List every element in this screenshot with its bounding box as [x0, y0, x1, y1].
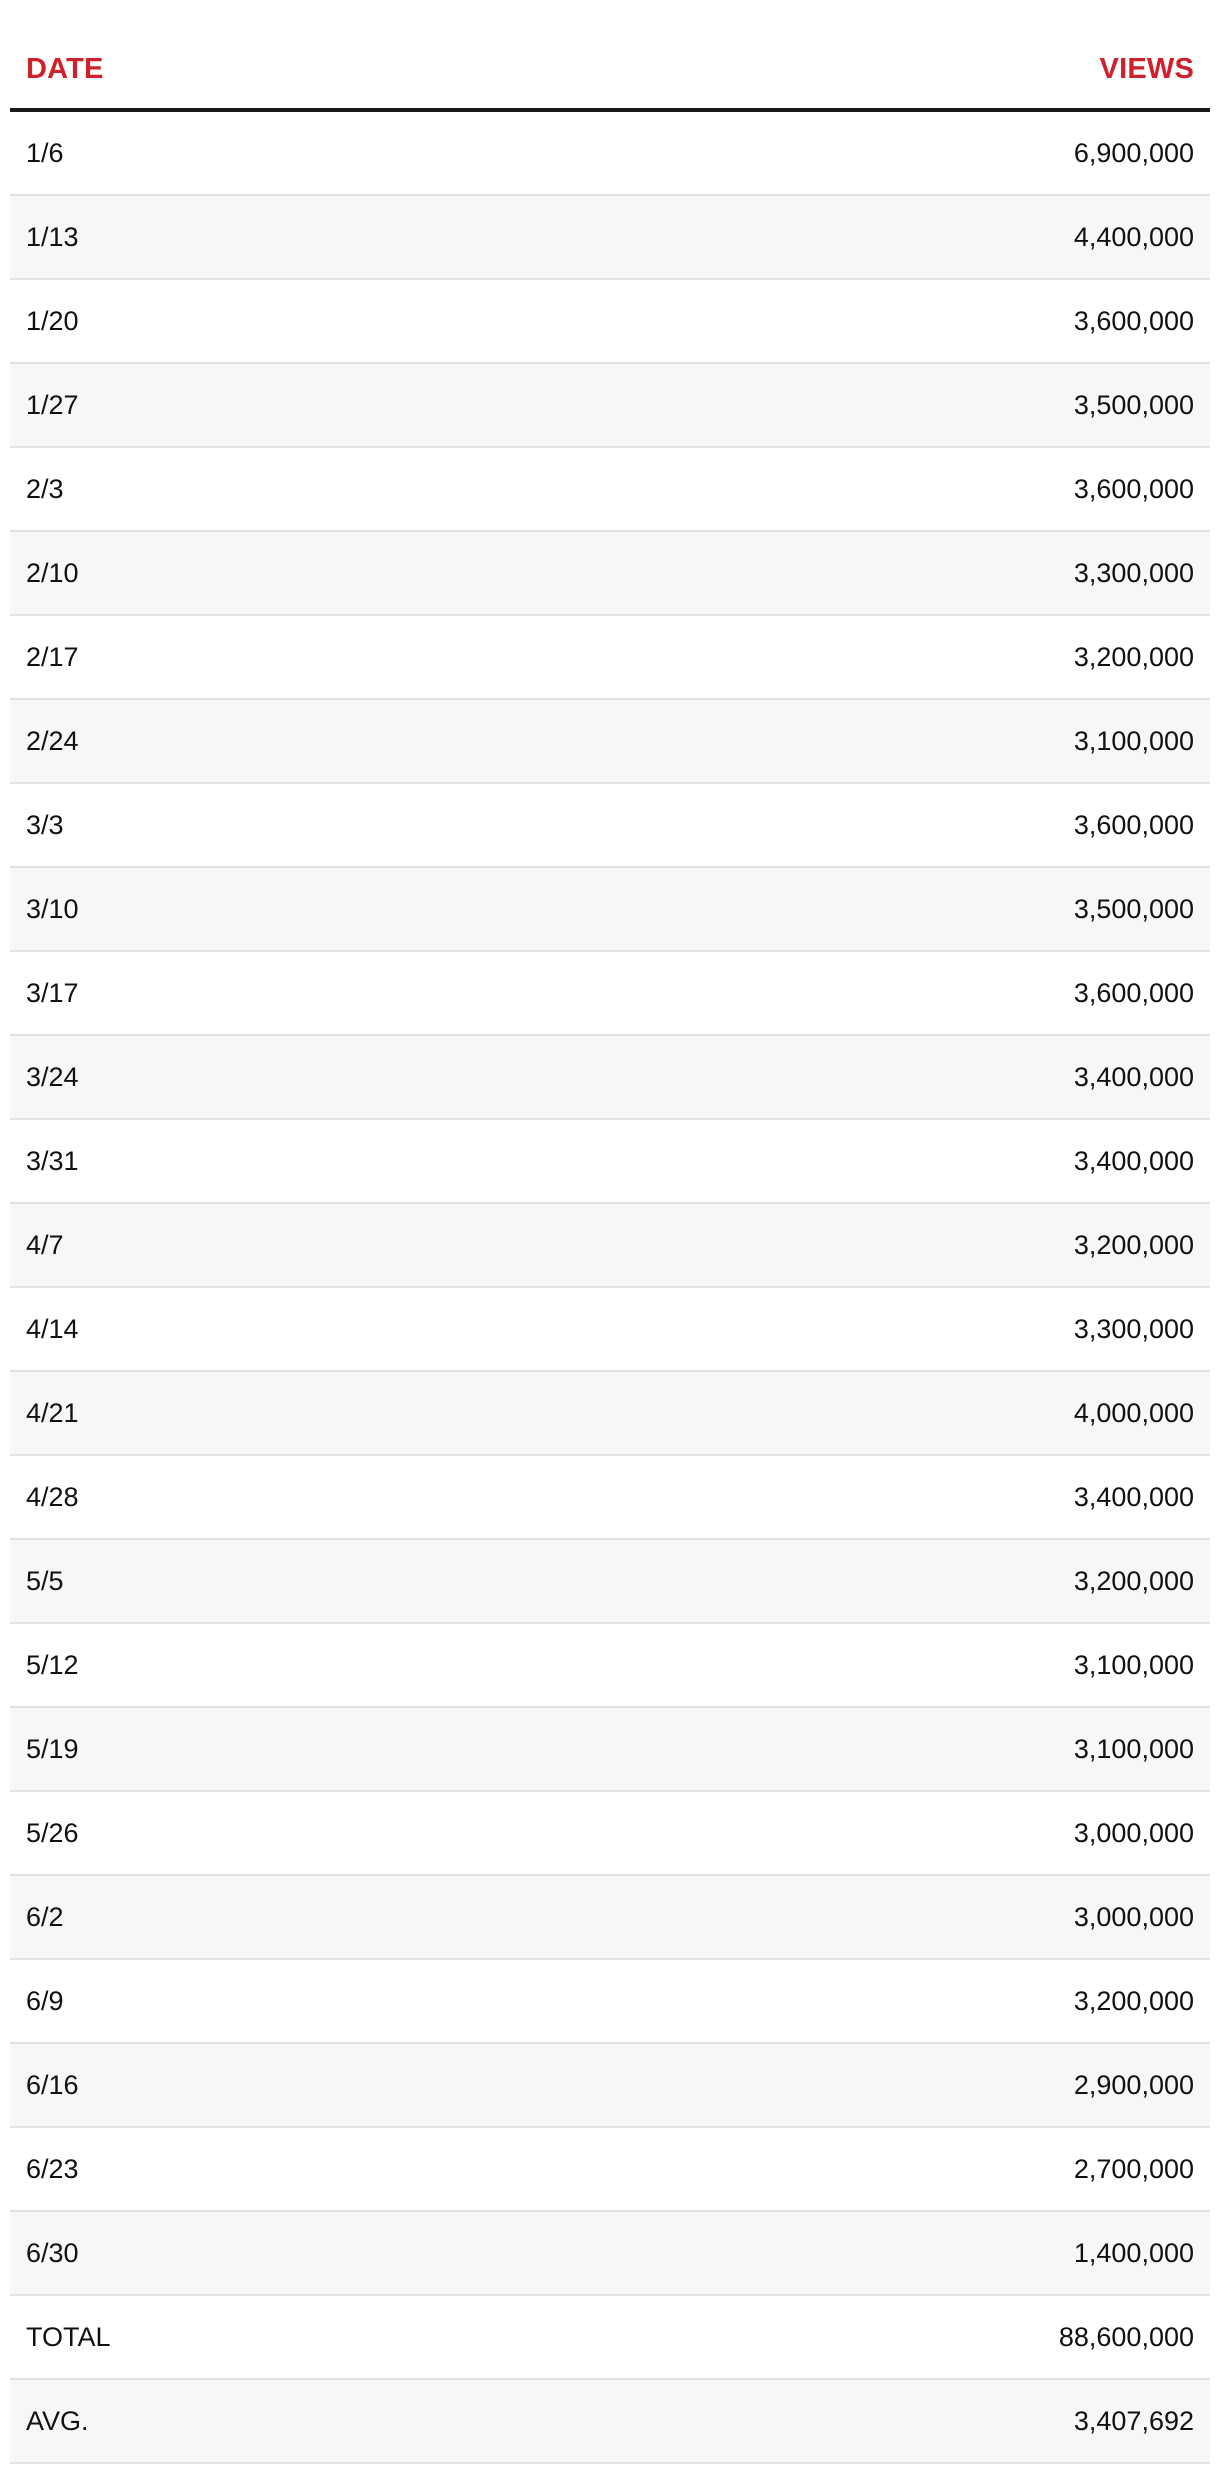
table-row: [10, 1959, 1210, 2043]
views-cell: 3,100,000: [610, 1707, 1210, 1791]
date-cell: 2/24: [10, 699, 610, 783]
date-cell: 6/9: [10, 1959, 610, 2043]
table-row: [10, 363, 1210, 447]
table-row: [10, 110, 1210, 195]
views-cell: 3,200,000: [610, 615, 1210, 699]
views-cell: 3,100,000: [610, 699, 1210, 783]
views-cell: 3,600,000: [610, 951, 1210, 1035]
views-cell: 2,700,000: [610, 2127, 1210, 2211]
table-row: [10, 2127, 1210, 2211]
views-cell: 3,500,000: [610, 363, 1210, 447]
date-cell: 5/5: [10, 1539, 610, 1623]
views-cell: 3,200,000: [610, 1959, 1210, 2043]
date-cell: 6/30: [10, 2211, 610, 2295]
table-row: [10, 1791, 1210, 1875]
summary-value-cell: 3,407,692: [610, 2379, 1210, 2463]
views-cell: 3,100,000: [610, 1623, 1210, 1707]
table-row: [10, 1707, 1210, 1791]
views-table: [10, 30, 1210, 2464]
table-row: [10, 951, 1210, 1035]
table-row: [10, 447, 1210, 531]
date-cell: 5/12: [10, 1623, 610, 1707]
table-row: [10, 1623, 1210, 1707]
date-cell: 2/3: [10, 447, 610, 531]
table-row: [10, 1455, 1210, 1539]
date-cell: 1/6: [10, 110, 610, 195]
date-cell: 4/28: [10, 1455, 610, 1539]
views-cell: 3,300,000: [610, 1287, 1210, 1371]
date-cell: 3/31: [10, 1119, 610, 1203]
table-row: [10, 783, 1210, 867]
views-cell: 3,600,000: [610, 447, 1210, 531]
table-row: [10, 531, 1210, 615]
table-row: [10, 1035, 1210, 1119]
date-cell: 4/14: [10, 1287, 610, 1371]
views-table-container: [10, 30, 1210, 2464]
date-cell: 1/13: [10, 195, 610, 279]
table-row: [10, 1287, 1210, 1371]
date-cell: 2/10: [10, 531, 610, 615]
views-column-header: VIEWS: [610, 30, 1210, 110]
views-cell: 1,400,000: [610, 2211, 1210, 2295]
table-row: [10, 2043, 1210, 2127]
table-body: [10, 110, 1210, 2463]
views-cell: 3,000,000: [610, 1875, 1210, 1959]
date-cell: 1/20: [10, 279, 610, 363]
table-row: [10, 195, 1210, 279]
views-cell: 3,600,000: [610, 783, 1210, 867]
date-cell: 5/26: [10, 1791, 610, 1875]
date-cell: 6/23: [10, 2127, 610, 2211]
table-row: [10, 615, 1210, 699]
summary-row: [10, 2379, 1210, 2463]
summary-value-cell: 88,600,000: [610, 2295, 1210, 2379]
table-row: [10, 1371, 1210, 1455]
views-cell: 3,400,000: [610, 1119, 1210, 1203]
date-cell: 4/7: [10, 1203, 610, 1287]
views-cell: 4,400,000: [610, 195, 1210, 279]
date-cell: 4/21: [10, 1371, 610, 1455]
summary-label-cell: TOTAL: [10, 2295, 610, 2379]
views-cell: 4,000,000: [610, 1371, 1210, 1455]
views-cell: 2,900,000: [610, 2043, 1210, 2127]
date-cell: 2/17: [10, 615, 610, 699]
table-row: [10, 279, 1210, 363]
views-cell: 3,400,000: [610, 1035, 1210, 1119]
date-cell: 3/3: [10, 783, 610, 867]
date-column-header: DATE: [10, 30, 610, 110]
summary-row: [10, 2295, 1210, 2379]
views-cell: 3,400,000: [610, 1455, 1210, 1539]
table-row: [10, 699, 1210, 783]
table-row: [10, 1539, 1210, 1623]
table-row: [10, 1203, 1210, 1287]
date-cell: 6/16: [10, 2043, 610, 2127]
summary-label-cell: AVG.: [10, 2379, 610, 2463]
date-cell: 6/2: [10, 1875, 610, 1959]
views-cell: 3,300,000: [610, 531, 1210, 615]
table-row: [10, 1119, 1210, 1203]
views-cell: 3,000,000: [610, 1791, 1210, 1875]
table-header: [10, 30, 1210, 110]
views-cell: 3,500,000: [610, 867, 1210, 951]
date-cell: 3/10: [10, 867, 610, 951]
date-cell: 1/27: [10, 363, 610, 447]
table-row: [10, 867, 1210, 951]
table-row: [10, 1875, 1210, 1959]
header-row: [10, 30, 1210, 110]
views-cell: 6,900,000: [610, 110, 1210, 195]
date-cell: 5/19: [10, 1707, 610, 1791]
views-cell: 3,600,000: [610, 279, 1210, 363]
date-cell: 3/24: [10, 1035, 610, 1119]
table-row: [10, 2211, 1210, 2295]
date-cell: 3/17: [10, 951, 610, 1035]
views-cell: 3,200,000: [610, 1203, 1210, 1287]
views-cell: 3,200,000: [610, 1539, 1210, 1623]
